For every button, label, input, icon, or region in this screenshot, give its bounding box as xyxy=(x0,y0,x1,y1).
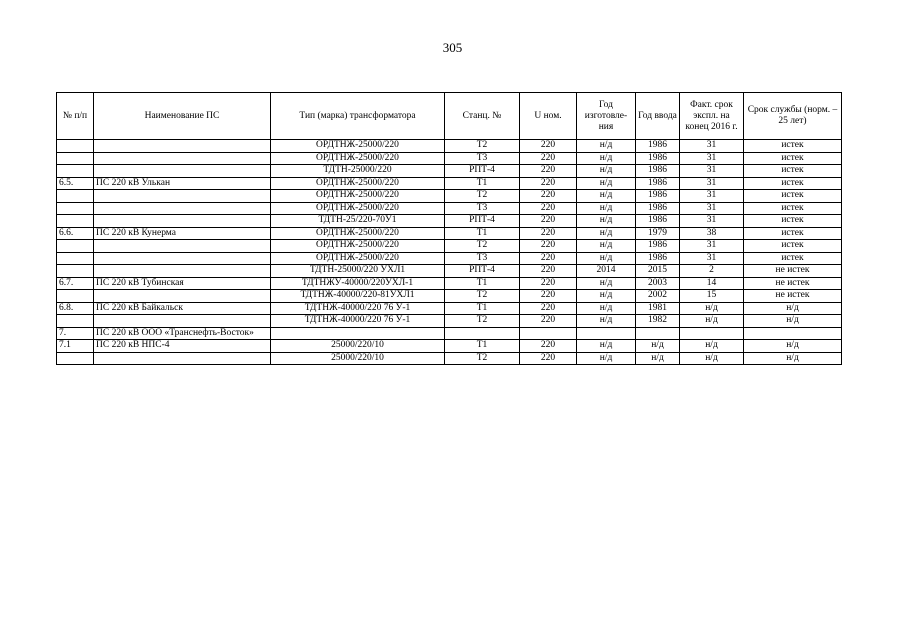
cell-voltage: 220 xyxy=(520,252,577,265)
cell-service-status: истек xyxy=(744,177,842,190)
cell-actual-term: 31 xyxy=(680,152,744,165)
cell-actual-term: 31 xyxy=(680,240,744,253)
cell-actual-term: 31 xyxy=(680,165,744,178)
cell-substation: ПС 220 кВ Байкальск xyxy=(94,302,271,315)
cell-num: 7.1 xyxy=(57,340,94,353)
cell-substation: ПС 220 кВ Тубинская xyxy=(94,277,271,290)
cell-station-number: Т2 xyxy=(445,315,520,328)
cell-station-number: Т3 xyxy=(445,202,520,215)
cell-num: 6.7. xyxy=(57,277,94,290)
cell-service-status: н/д xyxy=(744,302,842,315)
cell-station-number: Т2 xyxy=(445,352,520,365)
cell-year-in: 1986 xyxy=(636,152,680,165)
table-row xyxy=(57,165,842,178)
cell-service-status: н/д xyxy=(744,352,842,365)
cell-transformer-type: ОРДТНЖ-25000/220 xyxy=(271,252,445,265)
table-row xyxy=(57,315,842,328)
cell-transformer-type: ТДТНЖУ-40000/220УХЛ-1 xyxy=(271,277,445,290)
cell-service-status: истек xyxy=(744,165,842,178)
cell-voltage: 220 xyxy=(520,165,577,178)
cell-year-made xyxy=(577,327,636,340)
cell-year-made: н/д xyxy=(577,227,636,240)
cell-station-number: Т2 xyxy=(445,290,520,303)
cell-voltage: 220 xyxy=(520,302,577,315)
cell-voltage: 220 xyxy=(520,240,577,253)
cell-station-number: РПТ-4 xyxy=(445,265,520,278)
header-actual-term: Факт. срок экспл. на конец 2016 г. xyxy=(680,93,744,140)
table-body xyxy=(57,140,842,365)
header-voltage: U ном. xyxy=(520,93,577,140)
cell-transformer-type: ОРДТНЖ-25000/220 xyxy=(271,202,445,215)
cell-num: 7. xyxy=(57,327,94,340)
cell-actual-term xyxy=(680,327,744,340)
cell-num xyxy=(57,290,94,303)
cell-substation xyxy=(94,265,271,278)
cell-transformer-type xyxy=(271,327,445,340)
cell-actual-term: н/д xyxy=(680,315,744,328)
cell-year-made: н/д xyxy=(577,152,636,165)
cell-year-in: 1986 xyxy=(636,215,680,228)
cell-year-in: 1986 xyxy=(636,140,680,153)
cell-transformer-type: ТДТНЖ-40000/220-81УХЛ1 xyxy=(271,290,445,303)
cell-year-in: 2002 xyxy=(636,290,680,303)
cell-actual-term: 2 xyxy=(680,265,744,278)
table-row xyxy=(57,177,842,190)
cell-num xyxy=(57,140,94,153)
cell-voltage: 220 xyxy=(520,215,577,228)
table-row xyxy=(57,252,842,265)
cell-year-made: н/д xyxy=(577,340,636,353)
transformer-table xyxy=(56,92,842,365)
table-row xyxy=(57,227,842,240)
cell-year-made: н/д xyxy=(577,190,636,203)
table-row xyxy=(57,265,842,278)
cell-station-number xyxy=(445,327,520,340)
cell-num xyxy=(57,165,94,178)
header-station-number: Станц. № xyxy=(445,93,520,140)
cell-service-status: истек xyxy=(744,152,842,165)
cell-service-status: истек xyxy=(744,227,842,240)
cell-service-status: не истек xyxy=(744,277,842,290)
cell-substation xyxy=(94,190,271,203)
cell-voltage: 220 xyxy=(520,290,577,303)
cell-num xyxy=(57,240,94,253)
cell-station-number: Т3 xyxy=(445,152,520,165)
cell-transformer-type: ОРДТНЖ-25000/220 xyxy=(271,240,445,253)
cell-substation xyxy=(94,215,271,228)
cell-year-in: 1986 xyxy=(636,190,680,203)
cell-num xyxy=(57,352,94,365)
header-row xyxy=(57,93,842,140)
cell-transformer-type: ТДТНЖ-40000/220 76 У-1 xyxy=(271,315,445,328)
table-row xyxy=(57,302,842,315)
cell-year-in: 1986 xyxy=(636,177,680,190)
cell-year-made: н/д xyxy=(577,302,636,315)
cell-substation xyxy=(94,290,271,303)
cell-transformer-type: ОРДТНЖ-25000/220 xyxy=(271,177,445,190)
cell-year-made: н/д xyxy=(577,277,636,290)
cell-num xyxy=(57,190,94,203)
table-row xyxy=(57,240,842,253)
cell-actual-term: 38 xyxy=(680,227,744,240)
cell-transformer-type: ТДТНЖ-40000/220 76 У-1 xyxy=(271,302,445,315)
cell-substation: ПС 220 кВ НПС-4 xyxy=(94,340,271,353)
cell-num: 6.5. xyxy=(57,177,94,190)
cell-year-made: н/д xyxy=(577,140,636,153)
cell-num: 6.8. xyxy=(57,302,94,315)
cell-station-number: Т2 xyxy=(445,240,520,253)
table-row xyxy=(57,215,842,228)
cell-substation xyxy=(94,152,271,165)
table-row xyxy=(57,190,842,203)
table-row xyxy=(57,352,842,365)
cell-service-status: истек xyxy=(744,240,842,253)
cell-transformer-type: ОРДТНЖ-25000/220 xyxy=(271,140,445,153)
cell-num xyxy=(57,265,94,278)
cell-voltage: 220 xyxy=(520,140,577,153)
header-num: № п/п xyxy=(57,93,94,140)
cell-voltage: 220 xyxy=(520,352,577,365)
cell-actual-term: 31 xyxy=(680,140,744,153)
cell-year-in: н/д xyxy=(636,352,680,365)
cell-station-number: РПТ-4 xyxy=(445,165,520,178)
cell-service-status: н/д xyxy=(744,340,842,353)
cell-transformer-type: ОРДТНЖ-25000/220 xyxy=(271,152,445,165)
table-row xyxy=(57,327,842,340)
header-type: Тип (марка) трансформатора xyxy=(271,93,445,140)
cell-num: 6.6. xyxy=(57,227,94,240)
cell-transformer-type: ОРДТНЖ-25000/220 xyxy=(271,227,445,240)
cell-year-made: н/д xyxy=(577,290,636,303)
cell-voltage: 220 xyxy=(520,177,577,190)
cell-service-status: истек xyxy=(744,215,842,228)
cell-transformer-type: ТДТН-25/220-70У1 xyxy=(271,215,445,228)
header-name: Наименование ПС xyxy=(94,93,271,140)
cell-year-in: 1986 xyxy=(636,202,680,215)
cell-substation: ПС 220 кВ ООО «Транснефть-Восток» xyxy=(94,327,271,340)
cell-num xyxy=(57,315,94,328)
cell-year-in: 2015 xyxy=(636,265,680,278)
cell-voltage xyxy=(520,327,577,340)
cell-substation xyxy=(94,315,271,328)
header-year-made: Год изготовле-ния xyxy=(577,93,636,140)
cell-station-number: Т1 xyxy=(445,302,520,315)
table-row xyxy=(57,152,842,165)
cell-station-number: Т1 xyxy=(445,277,520,290)
cell-year-made: н/д xyxy=(577,240,636,253)
cell-year-in: 2003 xyxy=(636,277,680,290)
cell-service-status: истек xyxy=(744,202,842,215)
cell-voltage: 220 xyxy=(520,265,577,278)
cell-actual-term: 31 xyxy=(680,190,744,203)
cell-substation xyxy=(94,140,271,153)
cell-year-in: 1981 xyxy=(636,302,680,315)
cell-year-in xyxy=(636,327,680,340)
cell-transformer-type: 25000/220/10 xyxy=(271,352,445,365)
table-row xyxy=(57,290,842,303)
cell-year-in: 1986 xyxy=(636,165,680,178)
cell-station-number: Т2 xyxy=(445,140,520,153)
cell-year-made: н/д xyxy=(577,315,636,328)
cell-station-number: Т1 xyxy=(445,340,520,353)
cell-substation: ПС 220 кВ Улькан xyxy=(94,177,271,190)
cell-actual-term: н/д xyxy=(680,340,744,353)
cell-transformer-type: 25000/220/10 xyxy=(271,340,445,353)
cell-voltage: 220 xyxy=(520,202,577,215)
cell-transformer-type: ТДТН-25000/220 xyxy=(271,165,445,178)
cell-station-number: Т1 xyxy=(445,227,520,240)
cell-station-number: Т3 xyxy=(445,252,520,265)
cell-service-status: истек xyxy=(744,252,842,265)
cell-voltage: 220 xyxy=(520,277,577,290)
cell-num xyxy=(57,202,94,215)
cell-actual-term: 31 xyxy=(680,252,744,265)
cell-substation xyxy=(94,240,271,253)
cell-actual-term: н/д xyxy=(680,302,744,315)
cell-service-status: н/д xyxy=(744,315,842,328)
cell-station-number: РПТ-4 xyxy=(445,215,520,228)
cell-year-made: н/д xyxy=(577,202,636,215)
cell-station-number: Т1 xyxy=(445,177,520,190)
cell-num xyxy=(57,152,94,165)
cell-actual-term: н/д xyxy=(680,352,744,365)
cell-actual-term: 31 xyxy=(680,202,744,215)
table-row xyxy=(57,140,842,153)
cell-year-made: н/д xyxy=(577,165,636,178)
cell-actual-term: 31 xyxy=(680,215,744,228)
cell-year-made: н/д xyxy=(577,177,636,190)
header-year-in: Год ввода xyxy=(636,93,680,140)
cell-num xyxy=(57,215,94,228)
table-row xyxy=(57,277,842,290)
cell-substation xyxy=(94,252,271,265)
cell-voltage: 220 xyxy=(520,315,577,328)
cell-num xyxy=(57,252,94,265)
cell-year-in: 1986 xyxy=(636,252,680,265)
cell-transformer-type: ТДТН-25000/220 УХЛ1 xyxy=(271,265,445,278)
cell-voltage: 220 xyxy=(520,227,577,240)
table-row xyxy=(57,202,842,215)
cell-voltage: 220 xyxy=(520,190,577,203)
cell-service-status: не истек xyxy=(744,265,842,278)
cell-actual-term: 14 xyxy=(680,277,744,290)
cell-station-number: Т2 xyxy=(445,190,520,203)
cell-service-status: истек xyxy=(744,140,842,153)
cell-transformer-type: ОРДТНЖ-25000/220 xyxy=(271,190,445,203)
cell-actual-term: 15 xyxy=(680,290,744,303)
cell-substation xyxy=(94,165,271,178)
cell-year-in: н/д xyxy=(636,340,680,353)
cell-voltage: 220 xyxy=(520,340,577,353)
header-service-term: Срок службы (норм. – 25 лет) xyxy=(744,93,842,140)
cell-substation: ПС 220 кВ Кунерма xyxy=(94,227,271,240)
cell-service-status: не истек xyxy=(744,290,842,303)
cell-year-in: 1986 xyxy=(636,240,680,253)
cell-substation xyxy=(94,202,271,215)
table-row xyxy=(57,340,842,353)
cell-year-in: 1979 xyxy=(636,227,680,240)
cell-substation xyxy=(94,352,271,365)
cell-service-status xyxy=(744,327,842,340)
cell-service-status: истек xyxy=(744,190,842,203)
cell-year-made: н/д xyxy=(577,252,636,265)
cell-year-made: н/д xyxy=(577,352,636,365)
cell-voltage: 220 xyxy=(520,152,577,165)
cell-year-in: 1982 xyxy=(636,315,680,328)
cell-year-made: 2014 xyxy=(577,265,636,278)
cell-actual-term: 31 xyxy=(680,177,744,190)
page-number: 305 xyxy=(442,40,463,55)
cell-year-made: н/д xyxy=(577,215,636,228)
